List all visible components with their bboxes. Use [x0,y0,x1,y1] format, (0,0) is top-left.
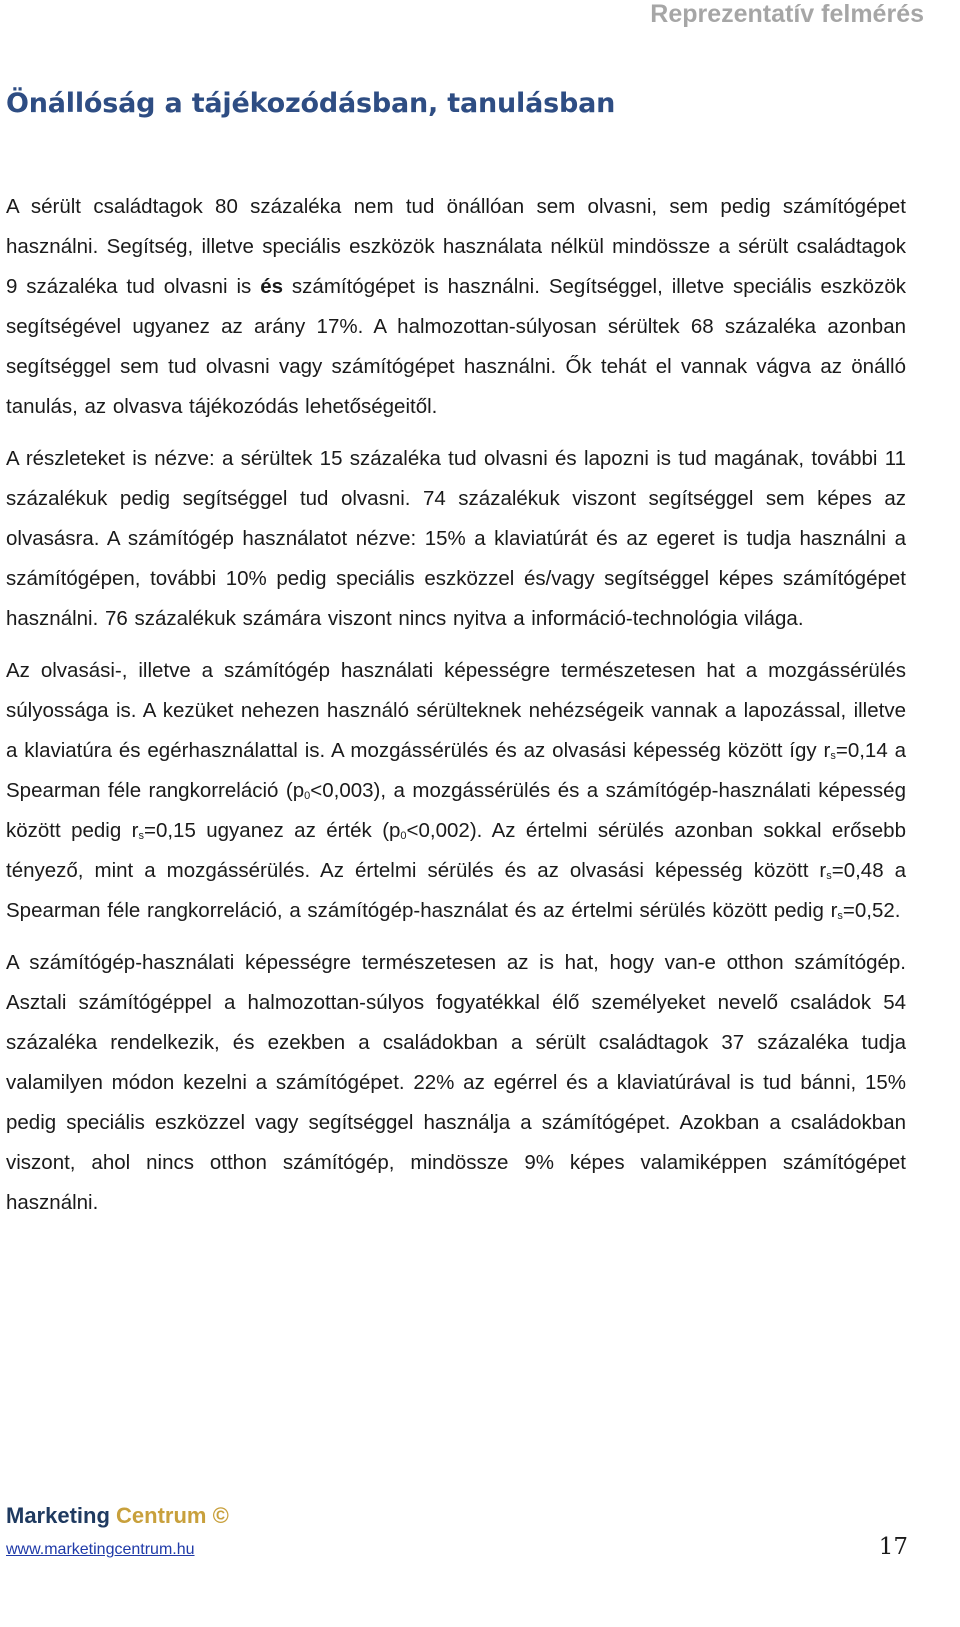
subscript-s: s [830,750,836,762]
paragraph-3-text-g: =0,52. [842,899,901,922]
subscript-s: s [826,870,832,882]
paragraph-4: A számítógép-használati képességre természetesen az is hat, hogy van-e otthon számítógép. Asztali számítógéppel a halmozottan-súlyos fogyatékkal élő személyeket nevelő családok 54 százaléka rendelkezik, és ezekben a családokban a sérült családtagok 37 százaléka tudja valamilyen módon kezelni a számítógépet. 22% az egérrel és a klaviatúrával is tud bánni, 15% pedig speciális eszközzel vagy segítséggel használja a számítógépet. Azokban a családokban viszont, ahol nincs otthon számítógép, mindössze 9% képes valamiképpen számítógépet használni. [6,951,906,1214]
footer-brand [6,1503,229,1529]
paragraph-3 [6,651,906,931]
subscript-s: s [837,910,843,922]
paragraph-3-text-c: <0,003), a mozgássérülés és a számítógép-használati képesség között pedig r [6,779,906,842]
brand-name-centrum: Centrum © [116,1503,229,1528]
paragraph-3-text-a: Az olvasási-, illetve a számítógép használati képességre természetesen hat a mozgássérülés súlyossága is. A kezüket nehezen használó sérülteknek nehézségeik vannak a lapozással, illetve a klaviatúra és egérhasználattal is. A mozgássérülés és az olvasási képesség között így r [6,659,906,762]
paragraph-1-bold-word: és [260,275,284,298]
footer-website-link[interactable]: www.marketingcentrum.hu [6,1541,195,1558]
page-number: 17 [878,1534,908,1560]
body-text [6,187,906,1235]
subscript-s: s [138,830,144,842]
paragraph-1-text-b: számítógépet is használni. Segítséggel, illetve speciális eszközök segítségével ugyanez az arány 17%. A halmozottan-súlyosan sérültek 68 százaléka azonban segítséggel sem tud olvasni vagy számítógépet használni. Ők tehát el vannak vágva az önálló tanulás, az olvasva tájékozódás lehetőségeitől. [6,275,906,418]
paragraph-2: A részleteket is nézve: a sérültek 15 százaléka tud olvasni és lapozni is tud magának, további 11 százalékuk pedig segítséggel tud olvasni. 74 százalékuk viszont segítséggel sem képes az olvasásra. A számítógép használatot nézve: 15% a klaviatúrát és az egeret is tudja használni a számítógépen, további 10% pedig speciális eszközzel és/vagy segítséggel képes számítógépet használni. 76 százalékuk számára viszont nincs nyitva a információ-technológia világa. [6,447,906,630]
paragraph-3-text-e: <0,002). Az értelmi sérülés azonban sokkal erősebb tényező, mint a mozgássérülés. Az értelmi sérülés és az olvasási képesség között r [6,819,906,882]
paragraph-1 [6,187,906,427]
running-header: Reprezentatív felmérés [650,0,924,28]
brand-name-marketing: Marketing [6,1503,110,1528]
paragraph-3-text-d: =0,15 ugyanez az érték (p [143,819,401,842]
subscript-0: 0 [304,790,311,802]
paragraph-3-text-b: =0,14 a Spearman féle rangkorreláció (p [6,739,907,802]
section-title: Önállóság a tájékozódásban, tanulásban [6,88,616,119]
paragraph-3-text-f: =0,48 a Spearman féle rangkorreláció, a számítógép-használat és az értelmi sérülés között pedig r [6,859,907,922]
paragraph-1-text-a: A sérült családtagok 80 százaléka nem tud önállóan sem olvasni, sem pedig számítógépet használni. Segítség, illetve speciális eszközök használata nélkül mindössze a sérült családtagok 9 százaléka tud olvasni is [6,195,906,298]
subscript-0: 0 [400,830,407,842]
